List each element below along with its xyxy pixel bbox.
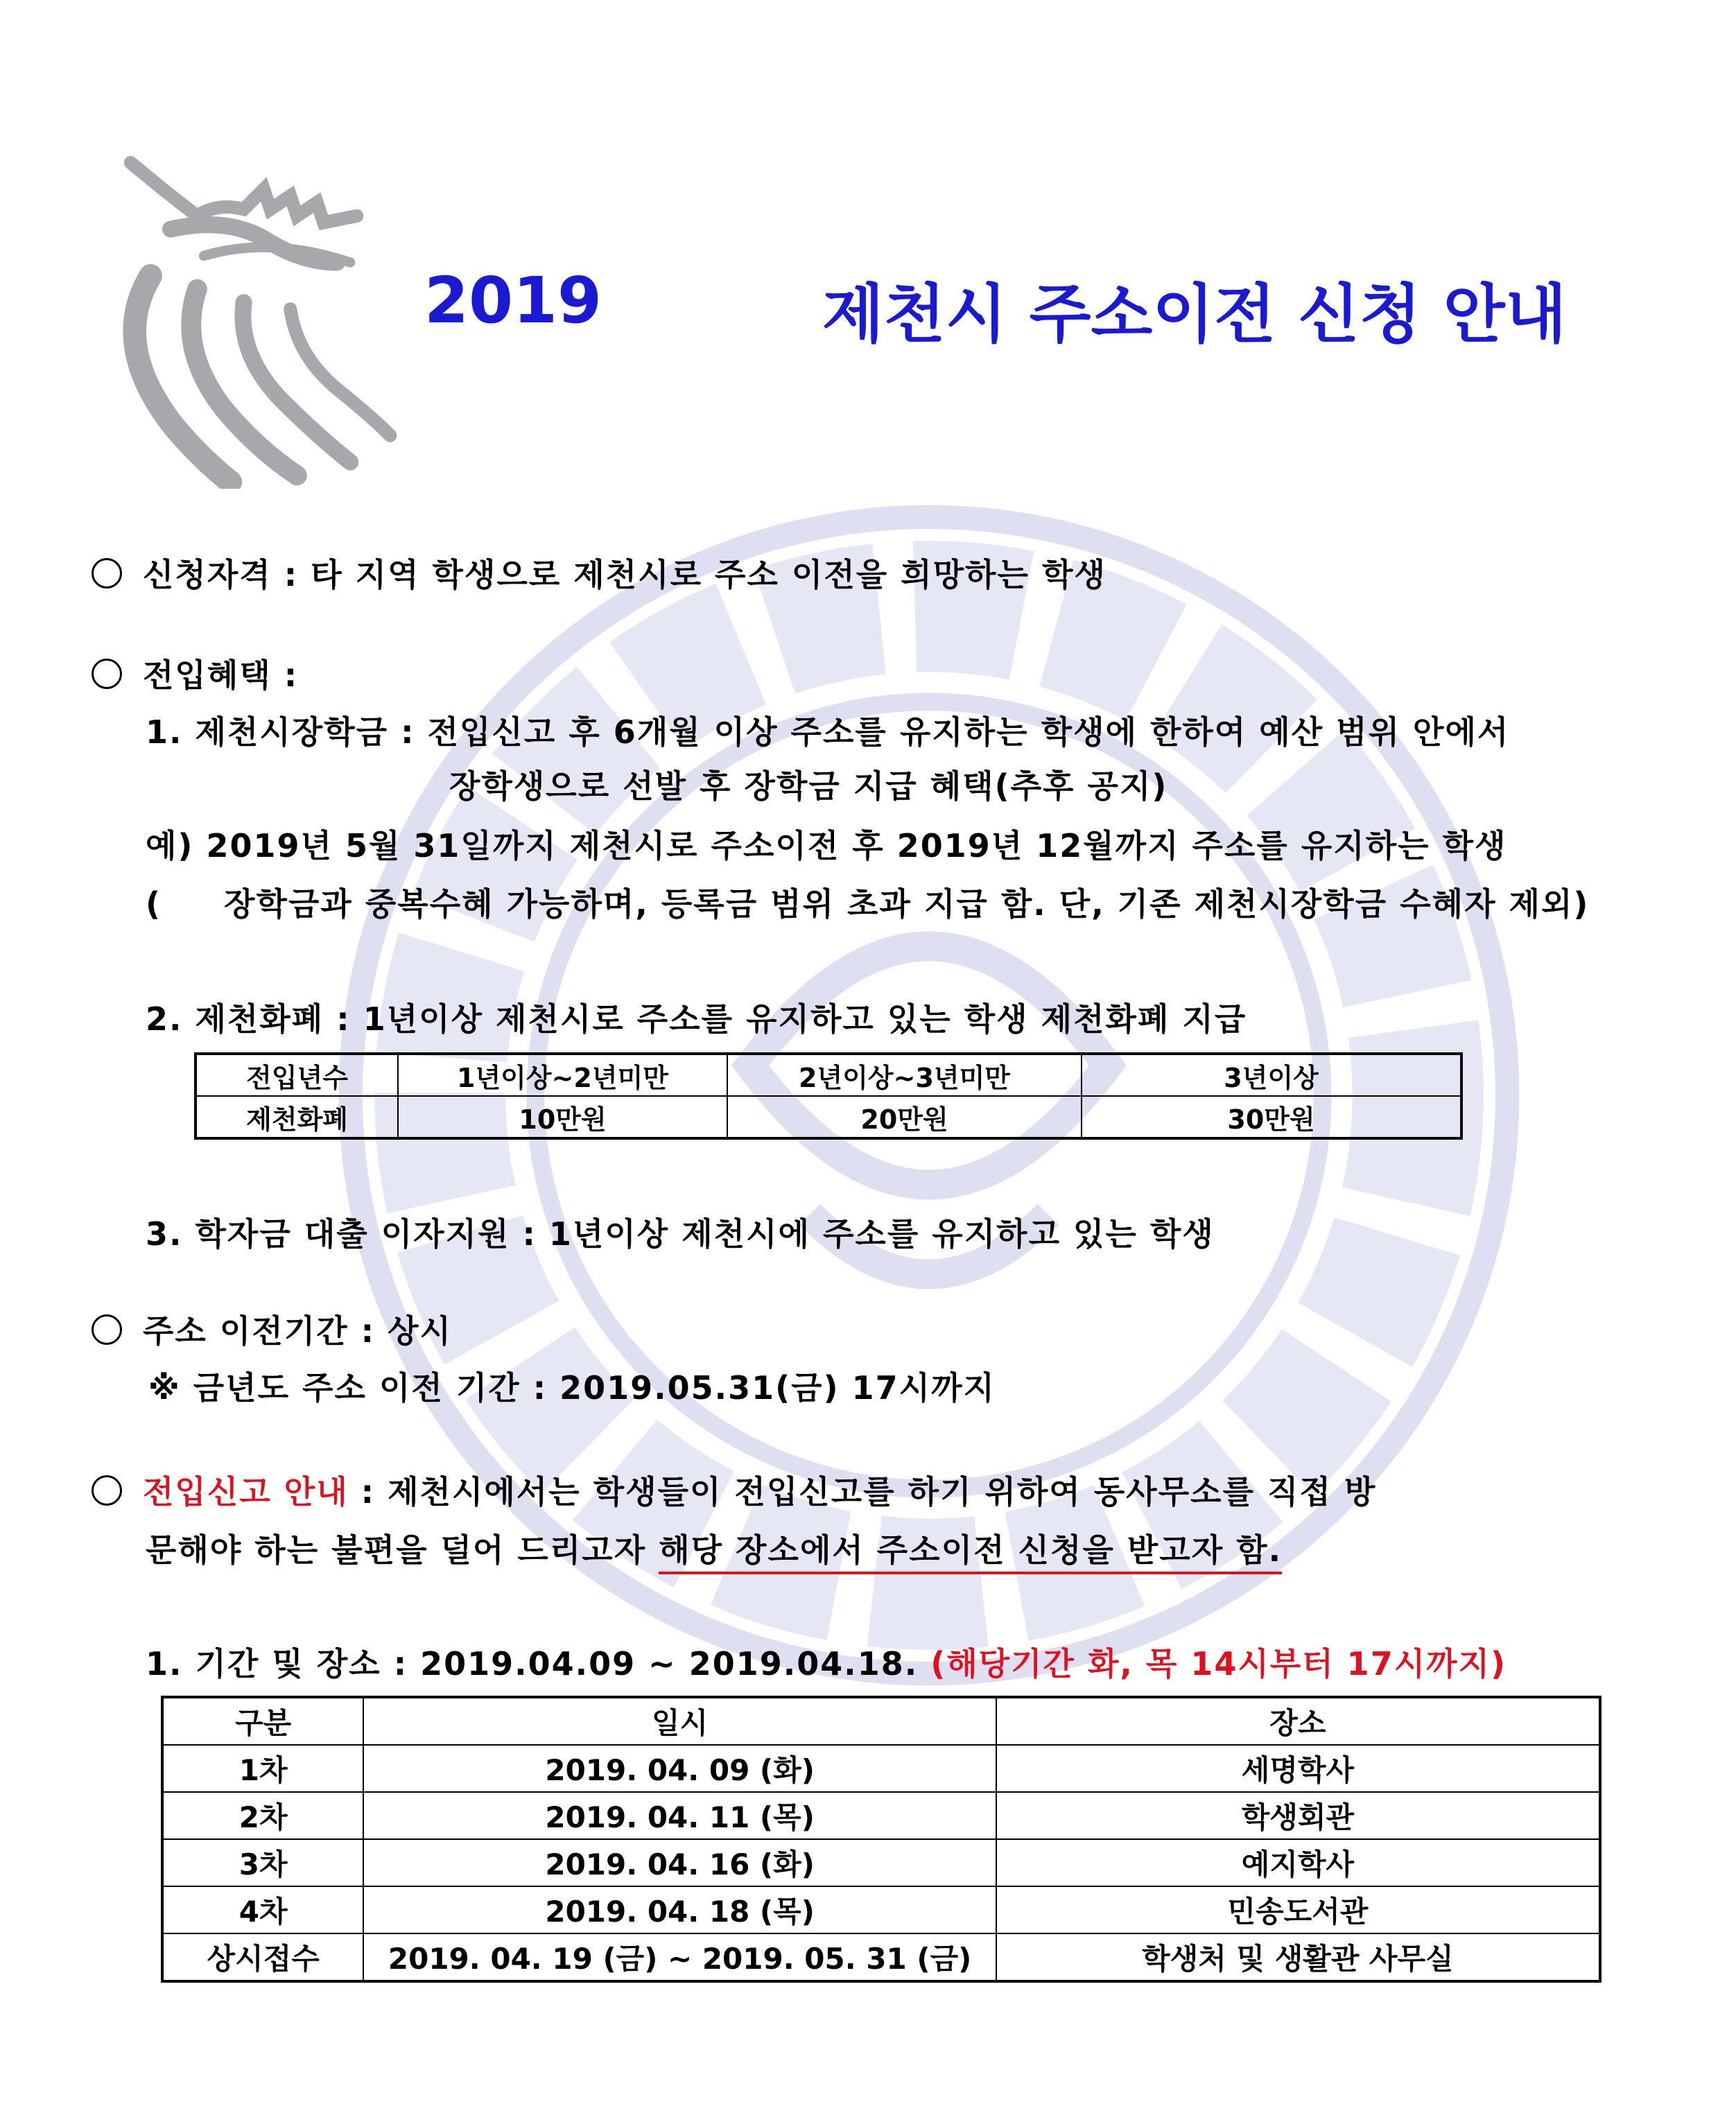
table-cell: 2019. 04. 16 (화)	[363, 1839, 996, 1886]
table-row	[162, 1933, 1600, 1981]
circle-bullet-icon	[92, 1475, 122, 1506]
table-cell: 학생회관	[996, 1792, 1600, 1839]
table-cell: 1년이상~2년미만	[398, 1054, 727, 1096]
qualification-text: 타 지역 학생으로 제천시로 주소 이전을 희망하는 학생	[311, 556, 1106, 593]
table-row	[162, 1745, 1600, 1792]
table-cell: 2019. 04. 18 (목)	[363, 1886, 996, 1933]
table-row	[162, 1792, 1600, 1839]
table-cell: 민송도서관	[996, 1886, 1600, 1933]
table-cell: 예지학사	[996, 1839, 1600, 1886]
table-row	[162, 1839, 1600, 1886]
table-cell: 2년이상~3년미만	[727, 1054, 1082, 1096]
benefit-item-1: 1. 제천시장학금 : 전입신고 후 6개월 이상 주소를 유지하는 학생에 한하여 예산 범위 안에서	[146, 713, 1510, 751]
dragon-logo	[104, 156, 437, 489]
table-row	[162, 1697, 1600, 1745]
table-cell: 일시	[363, 1697, 996, 1745]
table-cell: 4차	[162, 1886, 363, 1933]
title-year: 2019	[424, 263, 602, 338]
table-cell: 30만원	[1082, 1096, 1461, 1138]
qualification-line: 신청자격 : 타 지역 학생으로 제천시로 주소 이전을 희망하는 학생	[92, 550, 1106, 595]
table-cell: 상시접수	[162, 1933, 363, 1981]
circle-bullet-icon	[92, 1314, 122, 1345]
schedule-title-red: (해당기간 화, 목 14시부터 17시까지)	[930, 1645, 1507, 1682]
benefits-label: 전입혜택	[143, 656, 272, 694]
benefit-item-3-title: 3. 학자금 대출 이자지원	[146, 1215, 510, 1253]
table-row	[196, 1096, 1461, 1138]
benefit-item-2-title: 2. 제천화폐	[146, 1000, 324, 1038]
period-note: ※ 금년도 주소 이전 기간 : 2019.05.31(금) 17시까지	[148, 1369, 996, 1407]
benefit-item-3: 3. 학자금 대출 이자지원 : 1년이상 제천시에 주소를 유지하고 있는 학생	[146, 1215, 1215, 1253]
table-cell: 2019. 04. 19 (금) ~ 2019. 05. 31 (금)	[363, 1933, 996, 1981]
benefit-example: 예) 2019년 5월 31일까지 제천시로 주소이전 후 2019년 12월까지 주소를 유지하는 학생	[146, 827, 1507, 864]
table-cell: 3년이상	[1082, 1054, 1461, 1096]
table-cell: 2차	[162, 1792, 363, 1839]
table-cell: 전입년수	[196, 1054, 398, 1096]
benefit-item-2: 2. 제천화폐 : 1년이상 제천시로 주소를 유지하고 있는 학생 제천화폐 지급	[146, 1000, 1247, 1038]
benefit-item-1-text: 전입신고 후 6개월 이상 주소를 유지하는 학생에 한하여 예산 범위 안에서	[427, 713, 1510, 751]
table-cell: 10만원	[398, 1096, 727, 1138]
schedule-title	[146, 1639, 1507, 1685]
notice-line-1	[92, 1467, 1376, 1513]
table-cell: 20만원	[727, 1096, 1082, 1138]
circle-bullet-icon	[92, 659, 122, 689]
benefit-item-1-text-2: 장학생으로 선발 후 장학금 지급 혜택(추후 공지)	[449, 767, 1168, 805]
notice-text-2b-underlined: 해당 장소에서 주소이전 신청을 받고자 함.	[659, 1531, 1282, 1574]
benefit-item-3-text: 1년이상 제천시에 주소를 유지하고 있는 학생	[548, 1215, 1215, 1253]
benefit-item-1-title: 1. 제천시장학금	[146, 713, 389, 751]
table-cell: 2019. 04. 11 (목)	[363, 1792, 996, 1839]
notice-text-2a: 문해야 하는 불편을 덜어 드리고자	[146, 1531, 659, 1569]
qualification-label: 신청자격	[143, 556, 272, 593]
table-cell: 장소	[996, 1697, 1600, 1745]
table-cell: 구분	[162, 1697, 363, 1745]
notice-text-1: : 제천시에서는 학생들이 전입신고를 하기 위하여 동사무소를 직접 방	[348, 1473, 1377, 1511]
table-cell: 학생처 및 생활관 사무실	[996, 1933, 1600, 1981]
page-title: 제천시 주소이전 신청 안내	[822, 277, 1567, 351]
period-label: 주소 이전기간	[143, 1312, 349, 1350]
schedule-table	[161, 1696, 1602, 1983]
benefits-heading: 전입혜택 :	[92, 650, 298, 696]
benefit-item-2-text: 1년이상 제천시로 주소를 유지하고 있는 학생 제천화폐 지급	[363, 1000, 1247, 1038]
schedule-title-text: 1. 기간 및 장소 : 2019.04.09 ~ 2019.04.18.	[146, 1645, 919, 1682]
notice-line-2	[146, 1525, 1282, 1571]
table-cell: 3차	[162, 1839, 363, 1886]
table-cell: 2019. 04. 09 (화)	[363, 1745, 996, 1792]
circle-bullet-icon	[92, 558, 122, 589]
period-line: 주소 이전기간 : 상시	[92, 1306, 452, 1352]
table-row	[162, 1886, 1600, 1933]
notice-label: 전입신고 안내	[143, 1473, 349, 1511]
benefit-note: ( 장학금과 중복수혜 가능하며, 등록금 범위 초과 지급 함. 단, 기존 제천시장학금 수혜자 제외)	[146, 885, 1590, 923]
hwapye-table	[194, 1052, 1463, 1140]
table-cell: 세명학사	[996, 1745, 1600, 1792]
table-cell: 제천화폐	[196, 1096, 398, 1138]
period-value: 상시	[388, 1312, 452, 1350]
table-cell: 1차	[162, 1745, 363, 1792]
table-row	[196, 1054, 1461, 1096]
